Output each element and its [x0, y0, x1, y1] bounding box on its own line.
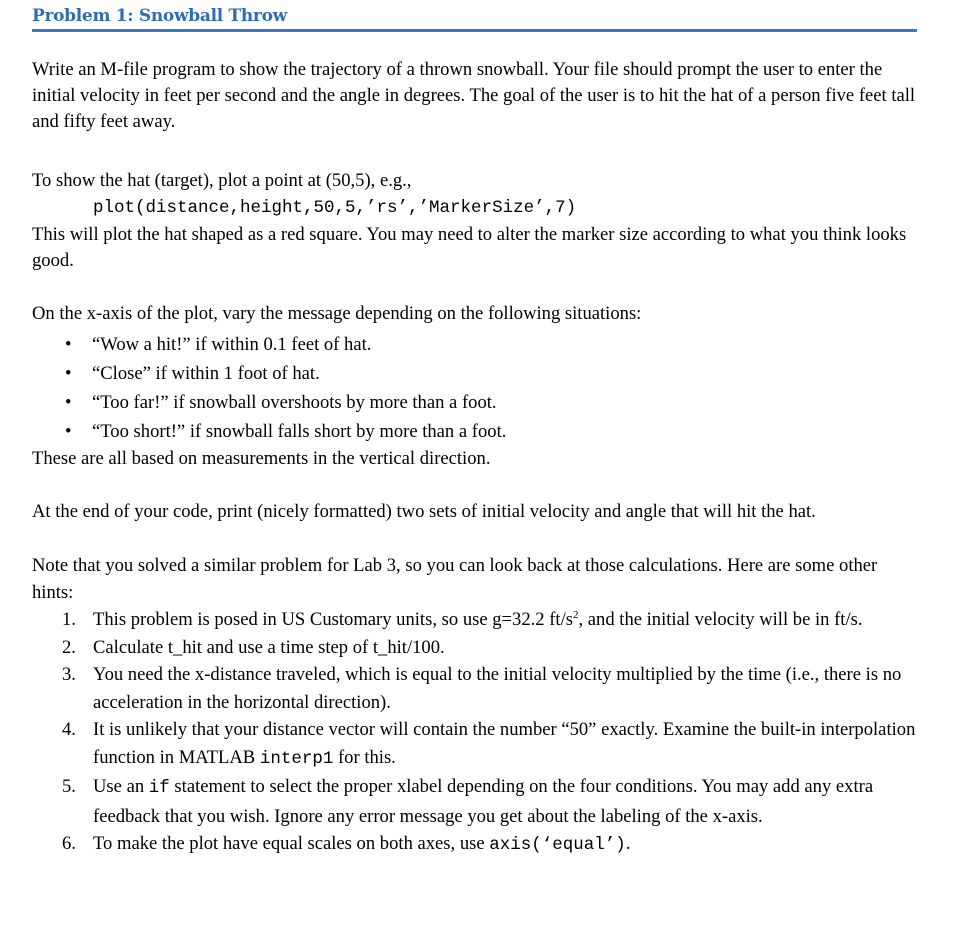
list-item: 1. This problem is posed in US Customary units, so use g=32.2 $ft/s^2$, and the initial velocity will be in ft/s.	[62, 608, 863, 630]
document	[32, 0, 918, 860]
list-item: 3. You need the x-distance traveled, which is equal to the initial velocity multiplied by the time (i.e., there is no acceleration in the horizontal direction).	[62, 664, 902, 713]
inline-code: axis(‘equal’)	[489, 835, 626, 855]
bullet-icon: •	[65, 421, 72, 442]
intro-paragraph: Write an M-file program to show the trajectory of a thrown snowball. Your file should prompt the user to enter the initial velocity in feet per second and the angle in degrees. The goal of the user is to hit the hat of a person five feet tall and fifty feet away.	[32, 59, 916, 132]
list-item: • “Too far!” if snowball overshoots by more than a foot.	[60, 388, 918, 417]
hat-follow: This will plot the hat shaped as a red square. You may need to alter the marker size according to what you think looks good.	[32, 224, 907, 271]
list-item: 6. To make the plot have equal scales on both axes, use axis(‘equal’).	[62, 833, 631, 855]
messages-section	[32, 301, 918, 472]
hat-section	[32, 168, 918, 274]
plot-code-example: plot(distance,height,50,5,’rs’,’MarkerSize’,7)	[93, 198, 577, 218]
list-item: 4. It is unlikely that your distance vector will contain the number “50” exactly. Examine the built-in interpolation function in MATLAB interp1 for this.	[62, 719, 916, 769]
list-item: 5. Use an if statement to select the proper xlabel depending on the four conditions. You may add any extra feedback that you wish. Ignore any error message you get about the labeling of the x-axis.	[62, 776, 874, 827]
list-item: • “Wow a hit!” if within 0.1 feet of hat.	[60, 330, 918, 359]
messages-footer: These are all based on measurements in the vertical direction.	[32, 448, 491, 469]
end-instruction: At the end of your code, print (nicely formatted) two sets of initial velocity and angle that will hit the hat.	[32, 501, 816, 522]
list-item: • “Too short!” if snowball falls short by more than a foot.	[60, 417, 918, 446]
inline-code: interp1	[259, 748, 334, 769]
messages-lead: On the x-axis of the plot, vary the message depending on the following situations:	[32, 303, 642, 324]
messages-list	[32, 330, 918, 446]
list-item: • “Close” if within 1 foot of hat.	[60, 359, 918, 388]
hat-lead: To show the hat (target), plot a point at (50,5), e.g.,	[32, 170, 412, 191]
bullet-icon: •	[65, 392, 72, 413]
bullet-icon: •	[65, 363, 72, 384]
inline-code: if	[148, 778, 170, 798]
note-paragraph: Note that you solved a similar problem for Lab 3, so you can look back at those calculations. Here are some other hints:	[32, 555, 878, 603]
problem-title: Problem 1: Snowball Throw	[32, 0, 917, 32]
bullet-icon: •	[65, 334, 72, 355]
list-item: 2. Calculate t_hit and use a time step of t_hit/100.	[62, 636, 445, 658]
hints-list	[32, 606, 918, 860]
